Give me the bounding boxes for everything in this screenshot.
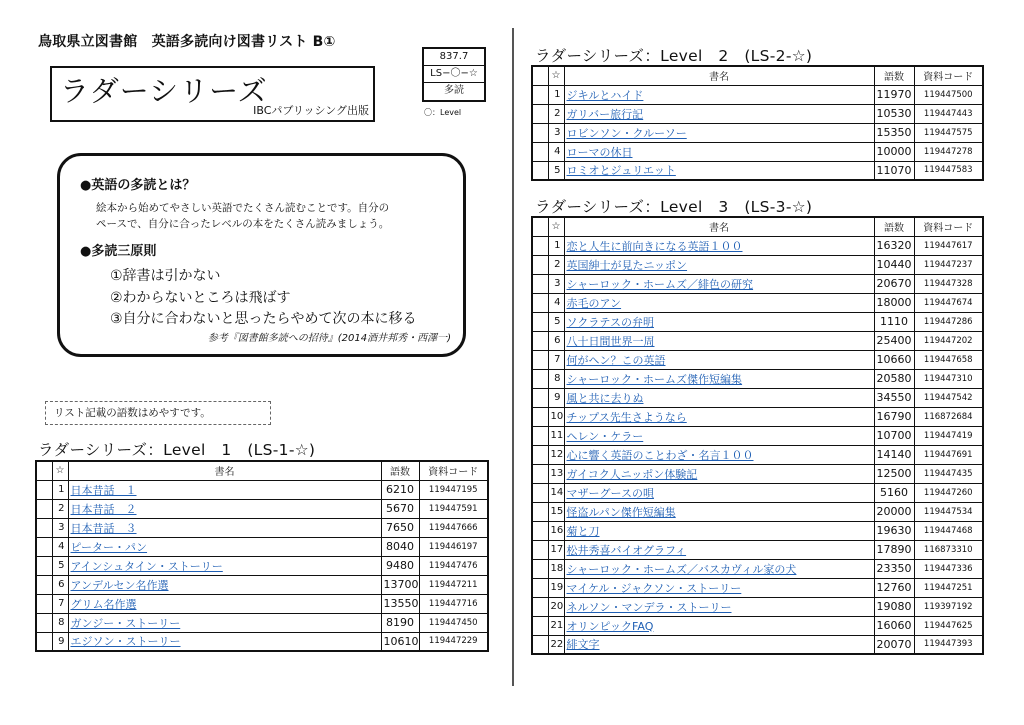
book-title-link[interactable]: シャーロック・ホームズ傑作短編集 <box>566 372 743 386</box>
word-count: 10000 <box>874 142 914 161</box>
header-code: 資料コード <box>914 217 983 236</box>
word-count: 10700 <box>874 426 914 445</box>
word-count: 6210 <box>381 480 419 499</box>
book-title-link[interactable]: 松井秀喜バイオグラフィ <box>566 543 687 557</box>
shelf-code: LS−〇−☆ <box>424 66 484 83</box>
title-cell <box>564 483 874 502</box>
word-count: 25400 <box>874 331 914 350</box>
extensive-reading-info-box <box>57 153 466 357</box>
row-number: 4 <box>548 293 564 312</box>
title-cell <box>68 556 381 575</box>
table-row <box>532 521 983 540</box>
word-count: 13700 <box>381 575 419 594</box>
material-code: 119447674 <box>914 293 983 312</box>
title-cell <box>68 575 381 594</box>
book-title-link[interactable]: ソクラテスの弁明 <box>566 315 654 329</box>
header-code: 資料コード <box>419 461 488 480</box>
word-count: 11070 <box>874 161 914 180</box>
checkbox-cell[interactable] <box>532 445 548 464</box>
header-star: ☆ <box>548 66 564 85</box>
word-count: 34550 <box>874 388 914 407</box>
word-count: 12500 <box>874 464 914 483</box>
material-code: 119447691 <box>914 445 983 464</box>
title-cell <box>564 540 874 559</box>
title-cell <box>564 274 874 293</box>
checkbox-cell[interactable] <box>532 85 548 104</box>
material-code: 119447575 <box>914 123 983 142</box>
material-code: 119447202 <box>914 331 983 350</box>
checkbox-cell[interactable] <box>532 161 548 180</box>
material-code: 116872684 <box>914 407 983 426</box>
material-code: 119447443 <box>914 104 983 123</box>
table-row <box>532 312 983 331</box>
table-row <box>532 578 983 597</box>
checkbox-cell[interactable] <box>532 123 548 142</box>
material-code: 119447328 <box>914 274 983 293</box>
checkbox-cell[interactable] <box>36 594 52 613</box>
book-title-link[interactable]: シャーロック・ホームズ／緋色の研究 <box>566 277 754 291</box>
row-number: 20 <box>548 597 564 616</box>
table-row <box>532 483 983 502</box>
title-cell <box>564 597 874 616</box>
book-title-link[interactable]: 心に響く英語のことわざ・名言１００ <box>566 448 754 462</box>
book-title-link[interactable]: 怪盗ルパン傑作短編集 <box>566 505 676 519</box>
word-count: 12760 <box>874 578 914 597</box>
level2-table <box>531 65 984 181</box>
title-cell <box>564 142 874 161</box>
table-row <box>532 123 983 142</box>
checkbox-cell[interactable] <box>36 575 52 594</box>
info-paragraph-line1: 絵本から始めてやさしい英語でたくさん読むことです。自分の <box>96 202 390 214</box>
row-number: 4 <box>548 142 564 161</box>
title-cell <box>564 236 874 255</box>
material-code: 119447658 <box>914 350 983 369</box>
book-title-link[interactable]: 恋と人生に前向きになる英語１００ <box>566 239 743 253</box>
checkbox-cell[interactable] <box>36 518 52 537</box>
material-code: 119447534 <box>914 502 983 521</box>
title-cell <box>564 578 874 597</box>
book-title-link[interactable]: ジキルとハイド <box>566 88 644 102</box>
header-words: 語数 <box>874 217 914 236</box>
header-title: 書名 <box>564 217 874 236</box>
word-count: 19630 <box>874 521 914 540</box>
checkbox-cell[interactable] <box>532 559 548 578</box>
title-cell <box>564 521 874 540</box>
checkbox-cell[interactable] <box>36 499 52 518</box>
principle-1: ①辞書は引かない <box>110 268 221 284</box>
table-row <box>36 594 488 613</box>
book-title-link[interactable]: 英国紳士が見たニッポン <box>566 258 688 272</box>
material-code: 119447435 <box>914 464 983 483</box>
title-cell <box>564 350 874 369</box>
checkbox-cell[interactable] <box>532 142 548 161</box>
table-row <box>532 161 983 180</box>
title-cell <box>564 331 874 350</box>
material-code: 119447666 <box>419 518 488 537</box>
material-code: 119447286 <box>914 312 983 331</box>
info-heading-principles: ●多読三原則 <box>80 244 157 259</box>
row-number: 13 <box>548 464 564 483</box>
material-code: 119447625 <box>914 616 983 635</box>
material-code: 119397192 <box>914 597 983 616</box>
header-title: 書名 <box>68 461 381 480</box>
checkbox-cell[interactable] <box>36 632 52 651</box>
checkbox-cell[interactable] <box>532 407 548 426</box>
row-number: 3 <box>52 518 68 537</box>
table-row <box>36 518 488 537</box>
word-count: 20000 <box>874 502 914 521</box>
material-code: 119447542 <box>914 388 983 407</box>
title-cell <box>564 407 874 426</box>
book-title-link[interactable]: オリンピックFAQ <box>566 619 654 633</box>
checkbox-cell[interactable] <box>532 426 548 445</box>
word-count: 16790 <box>874 407 914 426</box>
word-count: 19080 <box>874 597 914 616</box>
code-legend: 〇：Level <box>424 108 462 117</box>
checkbox-cell[interactable] <box>36 480 52 499</box>
row-number: 17 <box>548 540 564 559</box>
book-title-link[interactable]: 日本昔話 ３ <box>70 521 137 535</box>
table-row <box>532 255 983 274</box>
table-row <box>532 445 983 464</box>
title-cell <box>68 518 381 537</box>
title-cell <box>564 161 874 180</box>
row-number: 1 <box>548 85 564 104</box>
row-number: 6 <box>548 331 564 350</box>
material-code: 119447583 <box>914 161 983 180</box>
material-code: 119447251 <box>914 578 983 597</box>
checkbox-cell[interactable] <box>36 613 52 632</box>
row-number: 8 <box>52 613 68 632</box>
material-code: 119446197 <box>419 537 488 556</box>
book-title-link[interactable]: アンデルセン名作選 <box>70 578 169 592</box>
row-number: 5 <box>548 161 564 180</box>
table-row <box>532 426 983 445</box>
title-cell <box>68 537 381 556</box>
title-cell <box>564 369 874 388</box>
word-count: 11970 <box>874 85 914 104</box>
material-code: 119447237 <box>914 255 983 274</box>
level1-table <box>35 460 489 652</box>
book-title-link[interactable]: ロミオとジュリエット <box>566 164 676 178</box>
series-title-box <box>50 66 375 122</box>
header-code: 資料コード <box>914 66 983 85</box>
material-code: 119447229 <box>419 632 488 651</box>
title-cell <box>564 388 874 407</box>
table-row <box>532 331 983 350</box>
table-row <box>36 499 488 518</box>
title-cell <box>564 426 874 445</box>
table-header-row <box>532 217 983 236</box>
material-code: 119447450 <box>419 613 488 632</box>
checkbox-cell[interactable] <box>36 556 52 575</box>
material-code: 119447419 <box>914 426 983 445</box>
row-number: 9 <box>52 632 68 651</box>
material-code: 119447617 <box>914 236 983 255</box>
row-number: 1 <box>52 480 68 499</box>
word-count: 20670 <box>874 274 914 293</box>
table-row <box>532 502 983 521</box>
word-count: 17890 <box>874 540 914 559</box>
row-number: 10 <box>548 407 564 426</box>
checkbox-cell[interactable] <box>532 369 548 388</box>
row-number: 11 <box>548 426 564 445</box>
table-row <box>532 369 983 388</box>
row-number: 9 <box>548 388 564 407</box>
table-row <box>532 388 983 407</box>
table-row <box>532 104 983 123</box>
checkbox-cell[interactable] <box>532 388 548 407</box>
classification-number: 837.7 <box>424 49 484 66</box>
word-count: 10440 <box>874 255 914 274</box>
checkbox-cell[interactable] <box>532 540 548 559</box>
checkbox-cell[interactable] <box>532 236 548 255</box>
book-title-link[interactable]: グリム名作選 <box>70 597 137 611</box>
word-count: 10660 <box>874 350 914 369</box>
row-number: 22 <box>548 635 564 654</box>
table-row <box>532 350 983 369</box>
word-count: 15350 <box>874 123 914 142</box>
book-title-link[interactable]: ガリバー旅行記 <box>566 107 644 121</box>
book-title-link[interactable]: 八十日間世界一周 <box>566 334 655 348</box>
table-row <box>36 613 488 632</box>
checkbox-cell[interactable] <box>532 616 548 635</box>
title-cell <box>564 85 874 104</box>
title-cell <box>564 445 874 464</box>
row-number: 12 <box>548 445 564 464</box>
book-title-link[interactable]: ロビンソン・クルーソー <box>566 126 687 140</box>
checkbox-cell[interactable] <box>532 293 548 312</box>
word-count: 10530 <box>874 104 914 123</box>
table-header-row <box>532 66 983 85</box>
book-title-link[interactable]: マイケル・ジャクソン・ストーリー <box>566 581 742 595</box>
info-heading-what-is: ●英語の多読とは？ <box>80 178 196 193</box>
word-count: 14140 <box>874 445 914 464</box>
level3-table <box>531 216 984 655</box>
row-number: 4 <box>52 537 68 556</box>
table-row <box>36 556 488 575</box>
row-number: 16 <box>548 521 564 540</box>
material-code: 119447468 <box>914 521 983 540</box>
checkbox-cell[interactable] <box>532 597 548 616</box>
word-count-note: リスト記載の語数はめやすです。 <box>45 401 271 425</box>
word-count: 18000 <box>874 293 914 312</box>
word-count: 9480 <box>381 556 419 575</box>
header-star: ☆ <box>52 461 68 480</box>
book-title-link[interactable]: マザーグースの唄 <box>566 486 654 500</box>
table-row <box>532 540 983 559</box>
material-code: 119447336 <box>914 559 983 578</box>
row-number: 2 <box>548 255 564 274</box>
row-number: 2 <box>548 104 564 123</box>
principle-2: ②わからないところは飛ばす <box>110 290 291 306</box>
row-number: 7 <box>52 594 68 613</box>
book-title-link[interactable]: ガイコク人ニッポン体験記 <box>566 467 698 481</box>
material-code: 119447211 <box>419 575 488 594</box>
material-code: 119447393 <box>914 635 983 654</box>
book-title-link[interactable]: チップス先生さようなら <box>566 410 687 424</box>
book-title-link[interactable]: ヘレン・ケラー <box>566 429 644 443</box>
row-number: 5 <box>52 556 68 575</box>
word-count: 5160 <box>874 483 914 502</box>
level3-title: ラダーシリーズ：Level 3 (LS-3-☆) <box>535 198 813 216</box>
checkbox-cell[interactable] <box>532 104 548 123</box>
word-count: 16060 <box>874 616 914 635</box>
checkbox-cell[interactable] <box>532 331 548 350</box>
title-cell <box>564 635 874 654</box>
table-row <box>532 274 983 293</box>
word-count: 5670 <box>381 499 419 518</box>
book-title-link[interactable]: シャーロック・ホームズ／バスカヴィル家の犬 <box>566 562 797 576</box>
word-count: 16320 <box>874 236 914 255</box>
title-cell <box>68 480 381 499</box>
word-count: 23350 <box>874 559 914 578</box>
word-count: 8040 <box>381 537 419 556</box>
header-mark <box>532 66 548 85</box>
header-words: 語数 <box>381 461 419 480</box>
classification-code-box <box>422 47 486 102</box>
table-row <box>36 575 488 594</box>
title-cell <box>68 594 381 613</box>
header-words: 語数 <box>874 66 914 85</box>
book-title-link[interactable]: 菊と刀 <box>566 524 600 538</box>
material-code: 116873310 <box>914 540 983 559</box>
title-cell <box>68 632 381 651</box>
row-number: 5 <box>548 312 564 331</box>
material-code: 119447195 <box>419 480 488 499</box>
word-count: 10610 <box>381 632 419 651</box>
checkbox-cell[interactable] <box>532 274 548 293</box>
table-row <box>36 480 488 499</box>
material-code: 119447278 <box>914 142 983 161</box>
row-number: 7 <box>548 350 564 369</box>
principle-3: ③自分に合わないと思ったらやめて次の本に移る <box>110 311 417 327</box>
book-title-link[interactable]: ピーター・パン <box>70 540 148 554</box>
row-number: 15 <box>548 502 564 521</box>
material-code: 119447260 <box>914 483 983 502</box>
book-title-link[interactable]: ローマの休日 <box>566 145 633 159</box>
word-count: 13550 <box>381 594 419 613</box>
word-count: 20580 <box>874 369 914 388</box>
row-number: 2 <box>52 499 68 518</box>
document-title: 鳥取県立図書館 英語多読向け図書リスト B① <box>38 34 336 50</box>
table-header-row <box>36 461 488 480</box>
row-number: 21 <box>548 616 564 635</box>
title-cell <box>564 502 874 521</box>
table-row <box>532 635 983 654</box>
reference-citation: 参考『図書館多読への招待』(2014酒井邦秀・西澤一) <box>207 333 451 344</box>
material-code: 119447476 <box>419 556 488 575</box>
title-cell <box>68 613 381 632</box>
word-count: 8190 <box>381 613 419 632</box>
checkbox-cell[interactable] <box>532 255 548 274</box>
row-number: 6 <box>52 575 68 594</box>
book-title-link[interactable]: 緋文字 <box>566 638 600 652</box>
row-number: 14 <box>548 483 564 502</box>
book-title-link[interactable]: エジソン・ストーリー <box>70 635 181 649</box>
title-cell <box>564 616 874 635</box>
row-number: 3 <box>548 123 564 142</box>
header-mark <box>532 217 548 236</box>
table-row <box>532 293 983 312</box>
table-row <box>532 464 983 483</box>
checkbox-cell[interactable] <box>532 521 548 540</box>
title-cell <box>564 464 874 483</box>
series-name: ラダーシリーズ <box>60 74 268 108</box>
book-title-link[interactable]: 赤毛のアン <box>566 296 622 310</box>
info-paragraph-line2: ペースで、自分に合ったレベルの本をたくさん読みましょう。 <box>96 218 390 230</box>
row-number: 1 <box>548 236 564 255</box>
row-number: 18 <box>548 559 564 578</box>
material-code: 119447716 <box>419 594 488 613</box>
table-row <box>532 407 983 426</box>
table-row <box>532 142 983 161</box>
checkbox-cell[interactable] <box>532 635 548 654</box>
title-cell <box>564 255 874 274</box>
word-count: 1110 <box>874 312 914 331</box>
row-number: 3 <box>548 274 564 293</box>
header-star: ☆ <box>548 217 564 236</box>
checkbox-cell[interactable] <box>532 502 548 521</box>
checkbox-cell[interactable] <box>36 537 52 556</box>
title-cell <box>564 312 874 331</box>
book-title-link[interactable]: 何がヘン？この英語 <box>566 353 666 367</box>
publisher-label: IBCパブリッシング出版 <box>253 104 369 117</box>
row-number: 8 <box>548 369 564 388</box>
book-title-link[interactable]: ネルソン・マンデラ・ストーリー <box>566 600 732 614</box>
checkbox-cell[interactable] <box>532 578 548 597</box>
table-row <box>36 537 488 556</box>
table-row <box>532 597 983 616</box>
title-cell <box>564 559 874 578</box>
title-cell <box>564 293 874 312</box>
header-title: 書名 <box>564 66 874 85</box>
checkbox-cell[interactable] <box>532 312 548 331</box>
header-mark <box>36 461 52 480</box>
book-title-link[interactable]: 風と共に去りぬ <box>566 391 644 405</box>
word-count: 20070 <box>874 635 914 654</box>
category-label: 多読 <box>444 85 464 96</box>
title-cell <box>68 499 381 518</box>
level2-title: ラダーシリーズ：Level 2 (LS-2-☆) <box>535 47 813 65</box>
title-cell <box>564 123 874 142</box>
table-row <box>532 85 983 104</box>
table-row <box>36 632 488 651</box>
page-divider <box>512 28 514 686</box>
title-cell <box>564 104 874 123</box>
book-title-link[interactable]: 日本昔話 １ <box>70 483 137 497</box>
book-title-link[interactable]: ガンジー・ストーリー <box>70 616 181 630</box>
material-code: 119447310 <box>914 369 983 388</box>
table-row <box>532 616 983 635</box>
checkbox-cell[interactable] <box>532 350 548 369</box>
checkbox-cell[interactable] <box>532 464 548 483</box>
book-title-link[interactable]: 日本昔話 ２ <box>70 502 137 516</box>
material-code: 119447500 <box>914 85 983 104</box>
table-row <box>532 236 983 255</box>
table-row <box>532 559 983 578</box>
checkbox-cell[interactable] <box>532 483 548 502</box>
book-title-link[interactable]: アインシュタイン・ストーリー <box>70 559 223 573</box>
level1-title: ラダーシリーズ：Level 1 (LS-1-☆) <box>38 441 316 459</box>
row-number: 19 <box>548 578 564 597</box>
word-count: 7650 <box>381 518 419 537</box>
material-code: 119447591 <box>419 499 488 518</box>
